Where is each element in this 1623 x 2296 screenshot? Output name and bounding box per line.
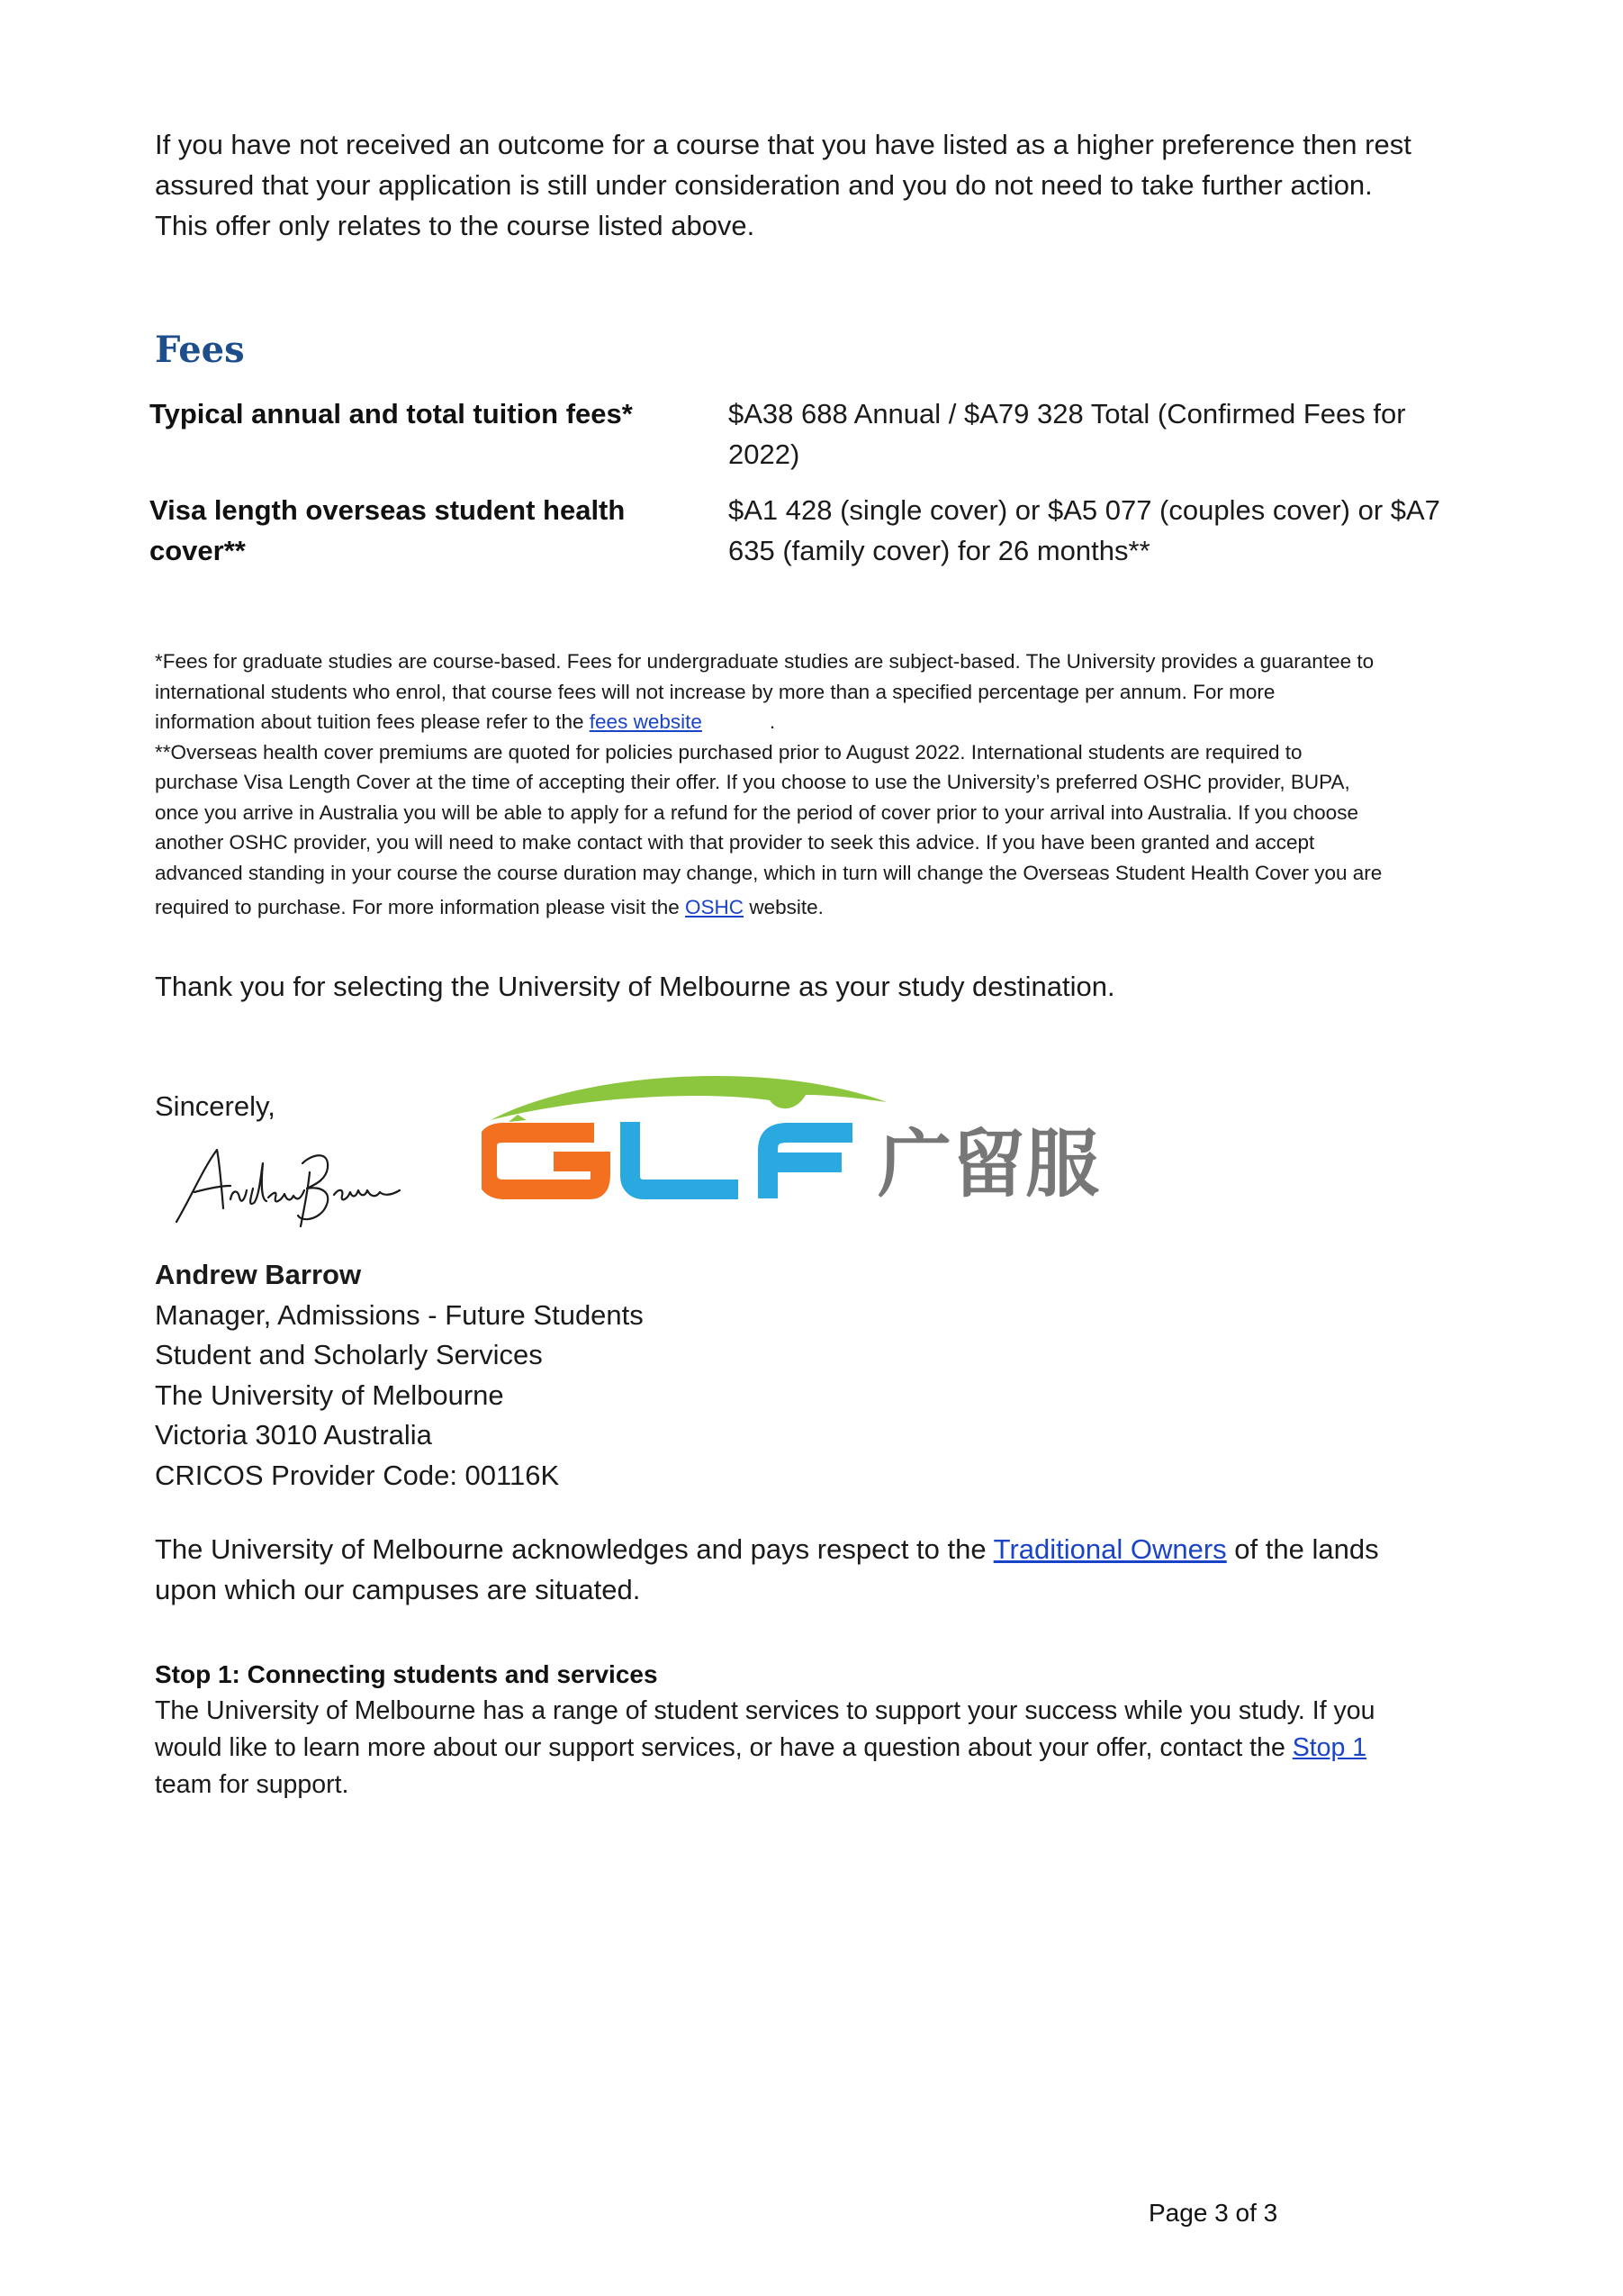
- stop1-text: would like to learn more about our support services, or have a question about your offer, contact the: [155, 1733, 1293, 1762]
- signatory-name: Andrew Barrow: [155, 1259, 362, 1290]
- page-number: Page 3 of 3: [1149, 2199, 1278, 2227]
- logo-letter-g: [487, 1133, 600, 1189]
- logo-chinese-text: 广留服: [878, 1122, 1100, 1203]
- ack-text: of the lands: [1226, 1533, 1379, 1565]
- fees-heading: Fees: [155, 329, 245, 371]
- health-cover-label-line: Visa length overseas student health: [149, 494, 626, 526]
- health-cover-value-line: $A1 428 (single cover) or $A5 077 (couples cover) or $A7: [728, 494, 1440, 526]
- stop1-link[interactable]: Stop 1: [1292, 1733, 1367, 1762]
- footnote-line: once you arrive in Australia you will be able to apply for a refund for the period of cover prior to your arrival into Australia. If you choose: [155, 800, 1358, 824]
- stop1-heading: Stop 1: Connecting students and services: [155, 1660, 658, 1688]
- footnotes: [155, 646, 1532, 923]
- stop1-body: [155, 1693, 1532, 1803]
- stop1-line: team for support.: [155, 1770, 349, 1799]
- footnote-text: website.: [744, 896, 824, 918]
- thanks-line: Thank you for selecting the University of Melbourne as your study destination.: [155, 971, 1115, 1002]
- closing-line: Sincerely,: [155, 1090, 275, 1122]
- signatory-block: [155, 1254, 644, 1495]
- glf-logo: [482, 1068, 1152, 1203]
- tuition-fees-value: [728, 393, 1520, 475]
- signatory-title: Manager, Admissions - Future Students: [155, 1298, 644, 1331]
- footnote-line: [155, 707, 1532, 737]
- acknowledgement: [155, 1529, 1532, 1610]
- footnote-text: required to purchase. For more information please visit the: [155, 896, 686, 918]
- footnote-line: advanced standing in your course the course duration may change, which in turn will change the Overseas Student Health Cover you are: [155, 861, 1383, 884]
- intro-line: If you have not received an outcome for a course that you have listed as a higher preference then rest: [155, 129, 1411, 160]
- health-cover-value: [728, 490, 1520, 571]
- signatory-university: The University of Melbourne: [155, 1379, 504, 1411]
- footnote-line: international students who enrol, that course fees will not increase by more than a specified percentage per annum. For more: [155, 680, 1276, 703]
- footnote-line: another OSHC provider, you will need to make contact with that provider to seek this advice. If you have been granted and accept: [155, 831, 1315, 854]
- footnote-line: purchase Visa Length Cover at the time of accepting their offer. If you choose to use the University’s preferred OSHC provider, BUPA,: [155, 771, 1350, 793]
- cricos-code: CRICOS Provider Code: 00116K: [155, 1459, 560, 1491]
- signatory-address: Victoria 3010 Australia: [155, 1419, 432, 1451]
- logo-letter-f: [768, 1133, 852, 1198]
- stop1-line: The University of Melbourne has a range of student services to support your success while you study. If you: [155, 1696, 1375, 1725]
- stop1-line: [155, 1730, 1532, 1767]
- footnote-line: [155, 892, 1532, 923]
- tuition-fees-label: [149, 393, 690, 434]
- intro-line: This offer only relates to the course listed above.: [155, 210, 755, 241]
- health-cover-label-line: cover**: [149, 535, 246, 566]
- tuition-fees-value-line: $A38 688 Annual / $A79 328 Total (Confirmed Fees for: [728, 398, 1406, 429]
- footnote-line: **Overseas health cover premiums are quoted for policies purchased prior to August 2022. International students are required to: [155, 740, 1303, 764]
- oshc-link[interactable]: OSHC: [685, 896, 744, 918]
- logo-arc: [491, 1076, 887, 1120]
- handwritten-signature: [167, 1136, 410, 1235]
- health-cover-value-line: 635 (family cover) for 26 months**: [728, 535, 1150, 566]
- traditional-owners-link[interactable]: Traditional Owners: [993, 1533, 1227, 1565]
- footnote-text: information about tuition fees please refer to the: [155, 710, 590, 733]
- ack-line: [155, 1529, 1532, 1569]
- health-cover-label: [149, 490, 690, 571]
- tuition-fees-value-line: 2022): [728, 438, 800, 470]
- fees-website-link[interactable]: fees website: [589, 710, 702, 733]
- footnote-text: .: [769, 710, 776, 733]
- logo-letter-l: [630, 1122, 738, 1189]
- footnote-line: *Fees for graduate studies are course-based. Fees for undergraduate studies are subject-based. The University provides a guarantee to: [155, 650, 1375, 673]
- intro-line: assured that your application is still under consideration and you do not need to take further action.: [155, 169, 1373, 201]
- ack-line: upon which our campuses are situated.: [155, 1574, 641, 1605]
- signatory-department: Student and Scholarly Services: [155, 1339, 543, 1370]
- tuition-fees-label-line: Typical annual and total tuition fees*: [149, 398, 633, 429]
- ack-text: The University of Melbourne acknowledges and pays respect to the: [155, 1533, 994, 1565]
- intro-paragraph: [155, 124, 1541, 246]
